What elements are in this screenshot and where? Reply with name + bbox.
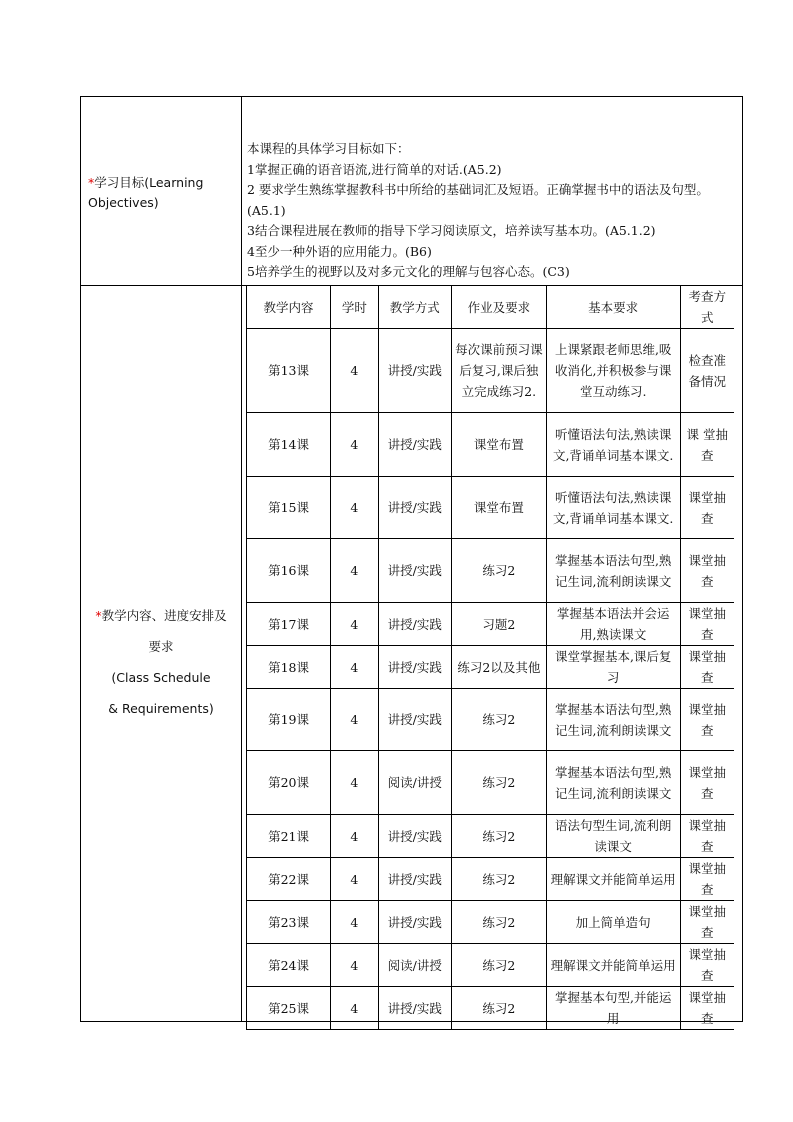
cell-exam: 课堂抽查 [680,858,734,901]
cell-req: 理解课文并能简单运用 [546,858,680,901]
cell-lesson: 第25课 [247,987,331,1030]
cell-exam: 课堂抽查 [680,477,734,539]
cell-lesson: 第21课 [247,815,331,858]
table-row [247,815,735,858]
cell-req: 上课紧跟老师思维,吸收消化,并积极参与课堂互动练习. [546,329,680,413]
cell-hours: 4 [331,539,378,603]
cell-lesson: 第16课 [247,539,331,603]
cell-work: 练习2 [451,815,546,858]
cell-hours: 4 [331,751,378,815]
table-row [247,901,735,944]
cell-work: 练习2 [451,858,546,901]
cell-lesson: 第13课 [247,329,331,413]
cell-req: 加上简单造句 [546,901,680,944]
cell-method: 讲授/实践 [378,987,451,1030]
cell-lesson: 第24课 [247,944,331,987]
cell-hours: 4 [331,477,378,539]
table-row [247,689,735,751]
cell-lesson: 第20课 [247,751,331,815]
cell-req: 课堂掌握基本,课后复习 [546,646,680,689]
cell-req: 掌握基本句型,并能运用 [546,987,680,1030]
table-row [247,646,735,689]
cell-req: 理解课文并能简单运用 [546,944,680,987]
cell-exam: 课堂抽查 [680,646,734,689]
table-row [247,603,735,646]
cell-exam: 课堂抽查 [680,901,734,944]
cell-hours: 4 [331,987,378,1030]
cell-hours: 4 [331,689,378,751]
cell-req: 掌握基本语法并会运用,熟读课文 [546,603,680,646]
cell-work: 课堂布置 [451,413,546,477]
cell-work: 课堂布置 [451,477,546,539]
cell-method: 阅读/讲授 [378,751,451,815]
cell-work: 练习2 [451,751,546,815]
table-row [247,751,735,815]
cell-exam: 课堂抽查 [680,987,734,1030]
cell-hours: 4 [331,603,378,646]
cell-exam: 课堂抽查 [680,539,734,603]
cell-lesson: 第19课 [247,689,331,751]
cell-work: 练习2 [451,689,546,751]
table-row [247,477,735,539]
cell-exam: 课堂抽查 [680,603,734,646]
table-row [247,858,735,901]
cell-method: 讲授/实践 [378,413,451,477]
cell-req: 掌握基本语法句型,熟记生词,流利朗读课文 [546,751,680,815]
cell-work: 练习2 [451,944,546,987]
cell-work: 练习2 [451,539,546,603]
header-cell: 考查方式 [680,286,734,329]
cell-lesson: 第22课 [247,858,331,901]
table-row [247,944,735,987]
cell-method: 讲授/实践 [378,329,451,413]
cell-exam: 课堂抽查 [680,689,734,751]
cell-hours: 4 [331,944,378,987]
cell-work: 习题2 [451,603,546,646]
cell-exam: 课堂抽查 [680,815,734,858]
cell-exam: 课 堂抽查 [680,413,734,477]
cell-lesson: 第23课 [247,901,331,944]
cell-exam: 课堂抽查 [680,944,734,987]
column-divider [241,97,242,1021]
cell-work: 练习2以及其他 [451,646,546,689]
table-row [247,987,735,1030]
cell-hours: 4 [331,901,378,944]
cell-method: 讲授/实践 [378,815,451,858]
header-cell: 作业及要求 [451,286,546,329]
cell-lesson: 第15课 [247,477,331,539]
header-cell: 教学方式 [378,286,451,329]
cell-hours: 4 [331,646,378,689]
cell-method: 阅读/讲授 [378,944,451,987]
objective-line: 2 要求学生熟练掌握教科书中所给的基础词汇及短语。正确掌握书中的语法及句型。(A5.1) [247,182,709,218]
objective-line: 本课程的具体学习目标如下： [247,141,410,156]
schedule-table [246,286,734,1030]
cell-method: 讲授/实践 [378,539,451,603]
objective-line: 3结合课程进展在教师的指导下学习阅读原文，培养读写基本功。(A5.1.2) [247,223,656,238]
cell-req: 语法句型生词,流利朗读课文 [546,815,680,858]
cell-hours: 4 [331,329,378,413]
required-marker: * [95,608,102,623]
table-row [247,539,735,603]
objectives-content [247,139,739,283]
cell-hours: 4 [331,815,378,858]
required-marker: * [88,175,95,190]
cell-work: 每次课前预习课后复习,课后独立完成练习2. [451,329,546,413]
cell-work: 练习2 [451,987,546,1030]
cell-req: 掌握基本语法句型,熟记生词,流利朗读课文 [546,689,680,751]
cell-exam: 课堂抽查 [680,751,734,815]
header-cell: 学时 [331,286,378,329]
cell-hours: 4 [331,413,378,477]
objective-line: 1掌握正确的语音语流,进行简单的对话.(A5.2) [247,161,502,177]
cell-req: 掌握基本语法句型,熟记生词,流利朗读课文 [546,539,680,603]
cell-req: 听懂语法句法,熟读课文,背诵单词基本课文. [546,477,680,539]
cell-work: 练习2 [451,901,546,944]
header-cell: 教学内容 [247,286,331,329]
cell-method: 讲授/实践 [378,858,451,901]
syllabus-table [80,96,743,1026]
cell-lesson: 第18课 [247,646,331,689]
cell-lesson: 第14课 [247,413,331,477]
cell-method: 讲授/实践 [378,603,451,646]
objective-line: 4至少一种外语的应用能力。(B6) [247,243,432,259]
cell-method: 讲授/实践 [378,477,451,539]
cell-lesson: 第17课 [247,603,331,646]
cell-hours: 4 [331,858,378,901]
table-row [247,329,735,413]
cell-req: 听懂语法句法,熟读课文,背诵单词基本课文. [546,413,680,477]
table-row [247,413,735,477]
cell-method: 讲授/实践 [378,901,451,944]
schedule-label: *教学内容、进度安排及 要求 (Class Schedule & Requirements) [95,608,227,716]
cell-method: 讲授/实践 [378,646,451,689]
objectives-label: *学习目标(Learning Objectives) [88,175,204,210]
cell-exam: 检查准备情况 [680,329,734,413]
objective-line: 5培养学生的视野以及对多元文化的理解与包容心态。(C3) [247,264,570,279]
cell-method: 讲授/实践 [378,689,451,751]
table-header-row [247,286,735,329]
header-cell: 基本要求 [546,286,680,329]
schedule-rows [247,329,735,1030]
